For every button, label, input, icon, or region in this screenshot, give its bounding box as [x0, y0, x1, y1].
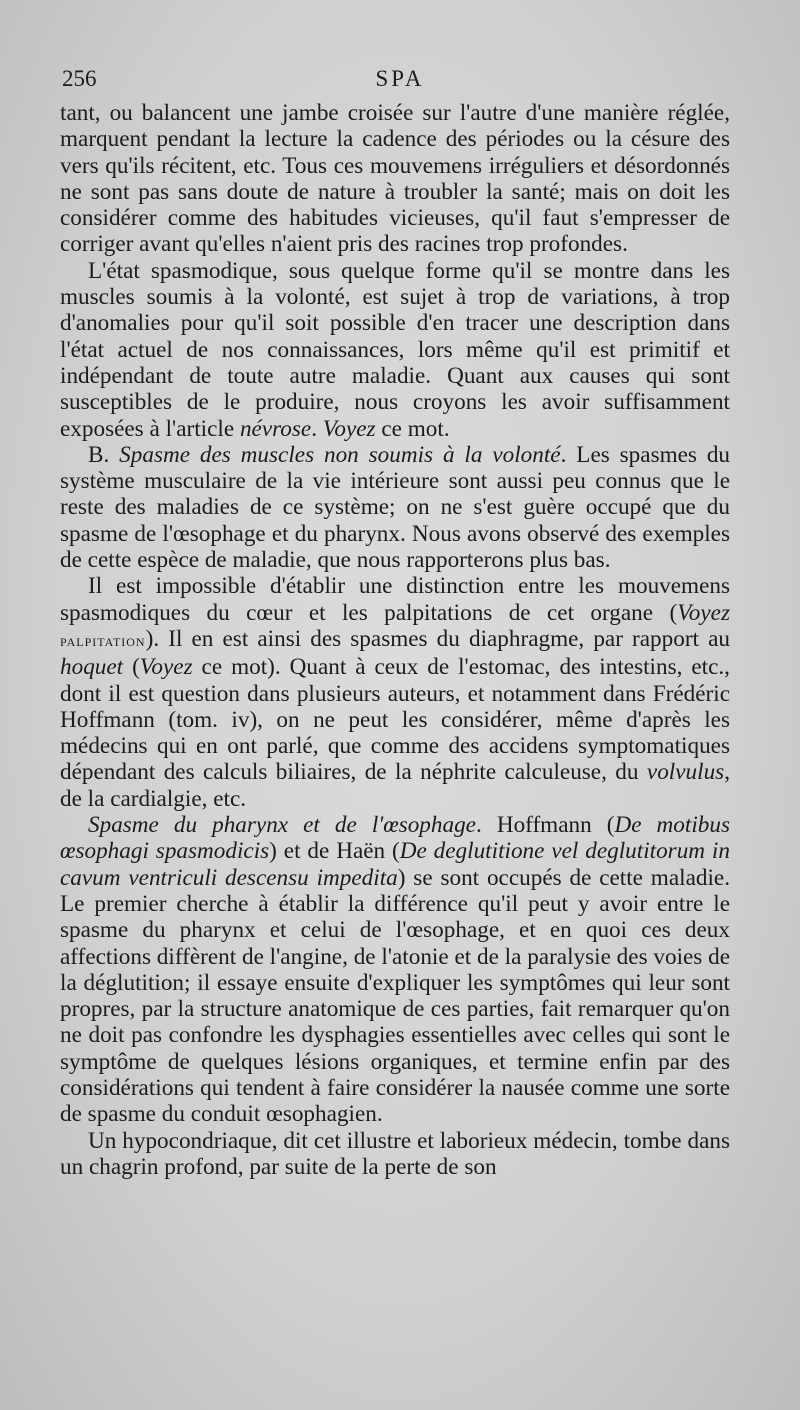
text-run: ). Il en est ainsi des spasmes du diaphragme, par rapport au: [145, 625, 730, 652]
page-header: [62, 66, 738, 96]
running-head: SPA: [375, 66, 425, 91]
paragraph: [60, 812, 730, 1128]
italic-text: De motibus œsophagi spasmodicis: [60, 812, 730, 865]
text-run: tant, ou balancent une jambe croisée sur l'autre d'une manière réglée, marquent pendant la lecture la cadence des périodes ou la césure des vers qu'ils récitent, etc. Tous ces mouvemens irréguliers et désordonnés ne sont pas sans doute de nature à troubler la santé; mais on doit les considérer comme des habitudes vicieuses, qu'il faut s'empresser de corriger avant qu'elles n'aient pris des racines trop profondes.: [60, 100, 730, 258]
text-run: B.: [88, 441, 120, 468]
italic-text: Voyez: [139, 654, 193, 681]
italic-text: volvulus: [646, 759, 725, 786]
italic-text: De deglutitione vel deglutitorum in cavum ventriculi descensu impedita: [60, 838, 730, 891]
italic-text: hoquet: [60, 654, 124, 681]
text-run: .: [311, 415, 323, 442]
body-text: [60, 100, 730, 1180]
text-run: L'état spasmodique, sous quelque forme qu'il se montre dans les muscles soumis à la volonté, est sujet à trop de variations, à trop d'anomalies pour qu'il soit possible d'en tracer une description dans l'état actuel de nos connaissances, lors même qu'il est primitif et indépendant de toute autre maladie. Quant aux causes qui sont susceptibles de le produire, nous croyons les avoir suffisamment exposées à l'article: [60, 257, 730, 442]
text-run: Il est impossible d'établir une distinction entre les mouvemens spasmodiques du cœur et les palpitations de cet organe (: [60, 573, 730, 626]
paragraph: [60, 100, 730, 258]
text-run: ) et de Haën (: [269, 838, 400, 865]
paragraph: [60, 573, 730, 812]
paragraph: [60, 1128, 730, 1181]
paragraph: [60, 258, 730, 442]
italic-text: Spasme du pharynx et de l'œsophage: [88, 812, 476, 839]
italic-text: Voyez: [322, 415, 376, 442]
text-run: . Les spasmes du système musculaire de la vie intérieure sont aussi peu connus que le reste des maladies de ce système; on ne s'est guère occupé que du spasme de l'œsophage et du pharynx. Nous avons observé des exemples de cette espèce de maladie, que nous rapporterons plus bas.: [60, 441, 731, 574]
text-run: ) se sont occupés de cette maladie. Le premier cherche à établir la différence qu'il peut y avoir entre le spasme du pharynx et celui de l'œsophage, et en quoi ces deux affections diffèrent de l'angine, de l'atonie et de la paralysie des voies de la déglutition; il essaye ensuite d'expliquer les symptômes qui leur sont propres, par la structure anatomique de ces parties, fait remarquer qu'on ne doit pas confondre les dysphagies essentielles avec celles qui sont le symptôme de quelques lésions organiques, et termine enfin par des considérations qui tendent à faire considérer la nausée comme une sorte de spasme du conduit œsophagien.: [60, 864, 731, 1128]
italic-text: Spasme des muscles non soumis à la volonté: [119, 441, 561, 468]
text-run: , de la cardialgie, etc.: [60, 759, 730, 812]
text-run: ce mot). Quant à ceux de l'estomac, des intestins, etc., dont il est question dans plusieurs auteurs, et notamment dans Frédéric Hoffmann (tom. iv), on ne peut les considérer, même d'après les médecins qui en ont parlé, que comme des accidens symptomatiques dépendant des calculs biliaires, de la néphrite calculeuse, du: [60, 654, 730, 786]
text-run: Un hypocondriaque, dit cet illustre et laborieux médecin, tombe dans un chagrin profond, par suite de la perte de son: [60, 1127, 730, 1180]
text-run: ce mot.: [375, 415, 450, 442]
paragraph: [60, 442, 730, 573]
text-run: (: [123, 654, 140, 681]
italic-text: névrose: [239, 415, 312, 442]
text-run: . Hoffmann (: [475, 812, 615, 839]
small-caps-text: palpitation: [60, 630, 146, 650]
page-number: 256: [62, 66, 97, 91]
italic-text: Voyez: [677, 599, 730, 626]
